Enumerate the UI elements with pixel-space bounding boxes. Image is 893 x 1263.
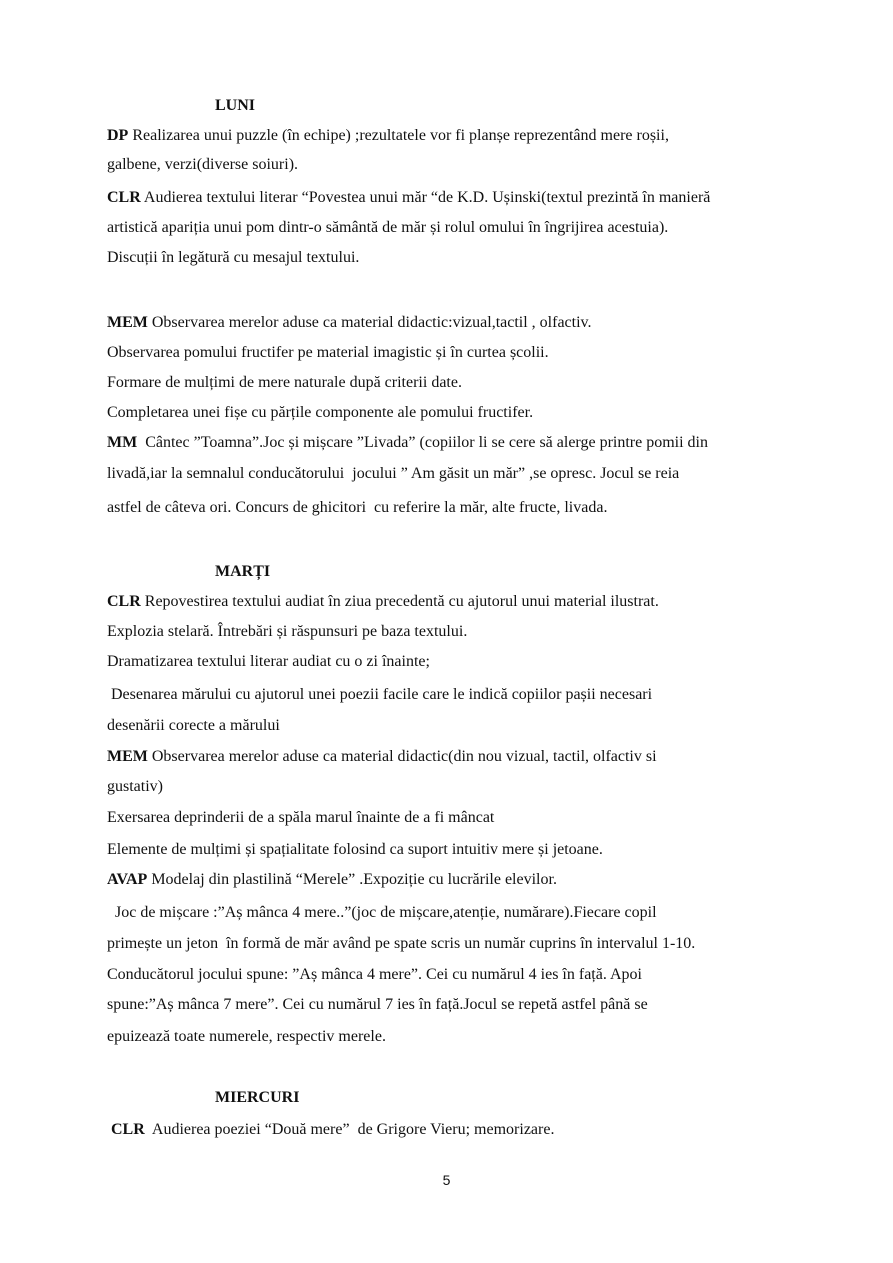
text-line	[107, 870, 557, 890]
text-line	[107, 433, 708, 453]
line-text: MIERCURI	[215, 1089, 300, 1106]
text-line	[107, 685, 652, 705]
line-text: Audierea poeziei “Două mere” de Grigore Vieru; memorizare.	[144, 1121, 555, 1138]
text-line	[107, 808, 494, 828]
text-line	[107, 716, 280, 736]
text-line	[107, 464, 679, 484]
line-text: Observarea merelor aduse ca material didactic(din nou vizual, tactil, olfactiv si	[147, 748, 657, 765]
line-text: Observarea merelor aduse ca material didactic:vizual,tactil , olfactiv.	[147, 314, 592, 331]
line-text: Realizarea unui puzzle (în echipe) ;rezultatele vor fi planșe reprezentând mere roșii,	[128, 127, 669, 144]
text-line	[107, 313, 592, 333]
text-line	[107, 155, 298, 175]
line-text: astfel de câteva ori. Concurs de ghicitori cu referire la măr, alte fructe, livada.	[107, 499, 608, 516]
text-line	[107, 995, 648, 1015]
line-text: Joc de mișcare :”Aș mânca 4 mere..”(joc de mișcare,atenție, numărare).Fiecare copil	[107, 904, 657, 921]
subject-label: CLR	[107, 593, 141, 610]
text-line	[107, 622, 467, 642]
text-line	[107, 747, 657, 767]
text-line	[107, 343, 549, 363]
text-line	[111, 1120, 554, 1140]
subject-label: CLR	[107, 189, 141, 206]
line-text: Discuții în legătură cu mesajul textului.	[107, 249, 360, 266]
line-text: epuizează toate numerele, respectiv merele.	[107, 1028, 386, 1045]
page-number: 5	[442, 1172, 451, 1188]
day-heading	[215, 1088, 299, 1108]
text-line	[107, 652, 430, 672]
line-text: galbene, verzi(diverse soiuri).	[107, 156, 299, 173]
text-line	[107, 126, 669, 146]
text-line	[107, 934, 695, 954]
line-text: Completarea unei fișe cu părțile componente ale pomului fructifer.	[107, 404, 534, 421]
line-text: Modelaj din plastilină “Merele” .Expoziție cu lucrările elevilor.	[147, 871, 557, 888]
text-line	[107, 965, 642, 985]
text-line	[107, 840, 603, 860]
text-line	[107, 248, 359, 268]
subject-label: DP	[107, 127, 129, 144]
line-text: livadă,iar la semnalul conducătorului jocului ” Am găsit un măr” ,se opresc. Jocul se reia	[107, 465, 680, 482]
line-text: MARȚI	[215, 563, 271, 580]
text-line	[107, 373, 462, 393]
line-text: Cântec ”Toamna”.Joc și mișcare ”Livada” (copiilor li se cere să alerge printre pomii din	[137, 434, 708, 451]
text-line	[107, 777, 163, 797]
line-text: Elemente de mulțimi și spațialitate folosind ca suport intuitiv mere și jetoane.	[107, 841, 603, 858]
line-text: Formare de mulțimi de mere naturale după criterii date.	[107, 374, 462, 391]
line-text: Exersarea deprinderii de a spăla marul înainte de a fi mâncat	[107, 809, 495, 826]
day-heading	[215, 96, 255, 116]
text-line	[107, 903, 657, 923]
line-text: Desenarea mărului cu ajutorul unei poezii facile care le indică copiilor pașii necesari	[107, 686, 653, 703]
subject-label: CLR	[111, 1121, 145, 1138]
line-text: gustativ)	[107, 778, 163, 795]
text-line	[107, 188, 710, 208]
subject-label: MEM	[107, 748, 148, 765]
line-text: artistică apariția unui pom dintr-o sământă de măr și rolul omului în îngrijirea acestuia).	[107, 219, 669, 236]
subject-label: MEM	[107, 314, 148, 331]
day-heading	[215, 562, 270, 582]
line-text: desenării corecte a mărului	[107, 717, 280, 734]
line-text: Conducătorul jocului spune: ”Aș mânca 4 mere”. Cei cu numărul 4 ies în față. Apoi	[107, 966, 642, 983]
line-text: Repovestirea textului audiat în ziua precedentă cu ajutorul unui material ilustrat.	[140, 593, 659, 610]
subject-label: MM	[107, 434, 138, 451]
subject-label: AVAP	[107, 871, 148, 888]
line-text: LUNI	[215, 97, 256, 114]
line-text: primește un jeton în formă de măr având pe spate scris un număr cuprins în intervalul 1-10.	[107, 935, 696, 952]
line-text: Audierea textului literar “Povestea unui măr “de K.D. Ușinski(textul prezintă în manieră	[140, 189, 711, 206]
text-line	[107, 218, 668, 238]
line-text: Dramatizarea textului literar audiat cu o zi înainte;	[107, 653, 430, 670]
text-line	[107, 498, 607, 518]
text-line	[107, 403, 533, 423]
text-line	[107, 1027, 386, 1047]
line-text: Observarea pomului fructifer pe material imagistic și în curtea școlii.	[107, 344, 549, 361]
line-text: spune:”Aș mânca 7 mere”. Cei cu numărul 7 ies în față.Jocul se repetă astfel până se	[107, 996, 648, 1013]
line-text: Explozia stelară. Întrebări și răspunsuri pe baza textului.	[107, 623, 468, 640]
text-line	[107, 592, 659, 612]
